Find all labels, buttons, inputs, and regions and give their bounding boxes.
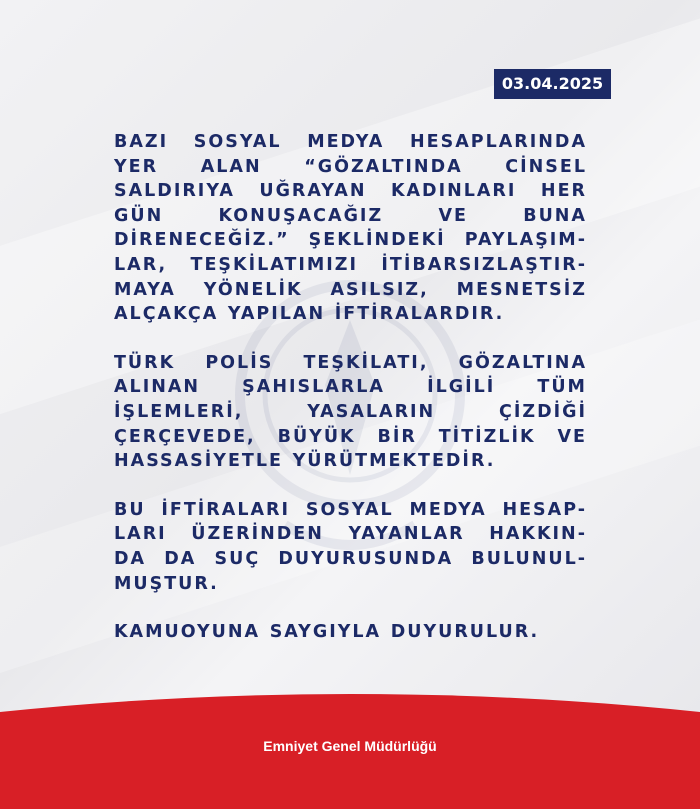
word: ŞEKLİNDEKİ (308, 230, 446, 251)
word: MUŞTUR. (114, 573, 219, 594)
word: MEDYA (307, 132, 385, 152)
word: VE (557, 426, 587, 447)
word: YASALARIN (307, 401, 436, 422)
word: TEŞKİLATIMIZI (190, 254, 359, 275)
text-line (114, 547, 587, 572)
word: LARI (114, 524, 167, 545)
word: ŞAHISLARLA (242, 377, 385, 398)
word: UĞRAYAN (259, 181, 367, 202)
word: DA (114, 548, 147, 569)
word: “GÖZALTINDA (304, 156, 463, 177)
word: ÜZERİNDEN (191, 524, 324, 545)
text-line (114, 155, 587, 180)
word: TÜM (537, 377, 587, 398)
text-line (114, 449, 587, 474)
word: BİR (377, 426, 417, 447)
word: TEŞKİLATI, (303, 352, 429, 373)
word: VE (438, 205, 468, 226)
word: BUNA (523, 205, 587, 226)
word: SALDIRIYA (114, 181, 235, 202)
word: İŞLEMLERİ, (114, 401, 244, 422)
word: MEDYA (409, 499, 487, 520)
text-line (114, 179, 587, 204)
word: YAYANLAR (348, 524, 465, 545)
word: SOSYAL (305, 499, 394, 520)
word: CİNSEL (505, 156, 587, 177)
text-line (114, 130, 587, 155)
text-line (114, 253, 587, 278)
word: BÜYÜK (277, 426, 356, 447)
word: HESAPLARINDA (410, 132, 587, 152)
text-line (114, 204, 587, 229)
word: DA (164, 548, 197, 569)
paragraph-1 (114, 130, 587, 327)
word: YER (114, 156, 159, 177)
word: LAR, (114, 254, 168, 275)
word: HASSASİYETLE (114, 451, 283, 472)
text-line (114, 572, 587, 597)
word: ÇİZDİĞİ (499, 401, 587, 422)
text-line (114, 498, 587, 523)
word: MESNETSİZ (456, 279, 587, 300)
word: DİRENECEĞİZ.” (114, 230, 290, 251)
word: KONUŞACAĞIZ (218, 205, 384, 226)
paragraph-3 (114, 498, 587, 596)
word: İLGİLİ (427, 377, 496, 398)
word: GÖZALTINA (458, 352, 587, 373)
word: MAYA (114, 279, 176, 300)
word: PAYLAŞIM- (464, 230, 587, 251)
word: YÖNELİK (203, 279, 303, 300)
word: ALAN (200, 156, 262, 177)
text-line (114, 375, 587, 400)
word: DUYURULUR. (390, 622, 540, 643)
text-line (114, 228, 587, 253)
word: BULUNUL- (471, 548, 587, 569)
word: POLİS (205, 352, 274, 373)
word: SAYGIYLA (269, 622, 382, 643)
word: HAKKIN- (489, 524, 587, 545)
word: İTİBARSIZLAŞTIR- (381, 254, 587, 275)
paragraph-2 (114, 351, 587, 474)
text-line (114, 522, 587, 547)
word: KAMUOYUNA (114, 622, 261, 643)
word: SOSYAL (193, 132, 282, 152)
word: SUÇ (214, 548, 261, 569)
word: YAPILAN (227, 304, 326, 325)
word: ÇERÇEVEDE, (114, 426, 256, 447)
word: İFTİRALARDIR. (334, 304, 505, 325)
word: YÜRÜTMEKTEDİR. (292, 451, 496, 472)
text-line (114, 278, 587, 303)
text-line (114, 302, 587, 327)
date-badge: 03.04.2025 (494, 69, 611, 99)
word: İFTİRALARI (161, 499, 291, 520)
announcement-body (114, 130, 587, 669)
word: ALINAN (114, 377, 201, 398)
word: HER (540, 181, 587, 202)
word: TÜRK (114, 352, 176, 373)
word: ASILSIZ, (330, 279, 429, 300)
text-line (114, 351, 587, 376)
word: HESAP- (502, 499, 587, 520)
word: ALÇAKÇA (114, 304, 219, 325)
word: BU (114, 499, 146, 520)
word: DUYURUSUNDA (278, 548, 454, 569)
text-line (114, 425, 587, 450)
word: BAZI (114, 132, 169, 152)
paragraph-4 (114, 620, 587, 645)
word: TİTİZLİK (438, 426, 536, 447)
footer-organization-name: Emniyet Genel Müdürlüğü (263, 738, 437, 754)
text-line (114, 620, 587, 645)
text-line (114, 400, 587, 425)
word: KADINLARI (390, 181, 517, 202)
word: GÜN (114, 205, 164, 226)
